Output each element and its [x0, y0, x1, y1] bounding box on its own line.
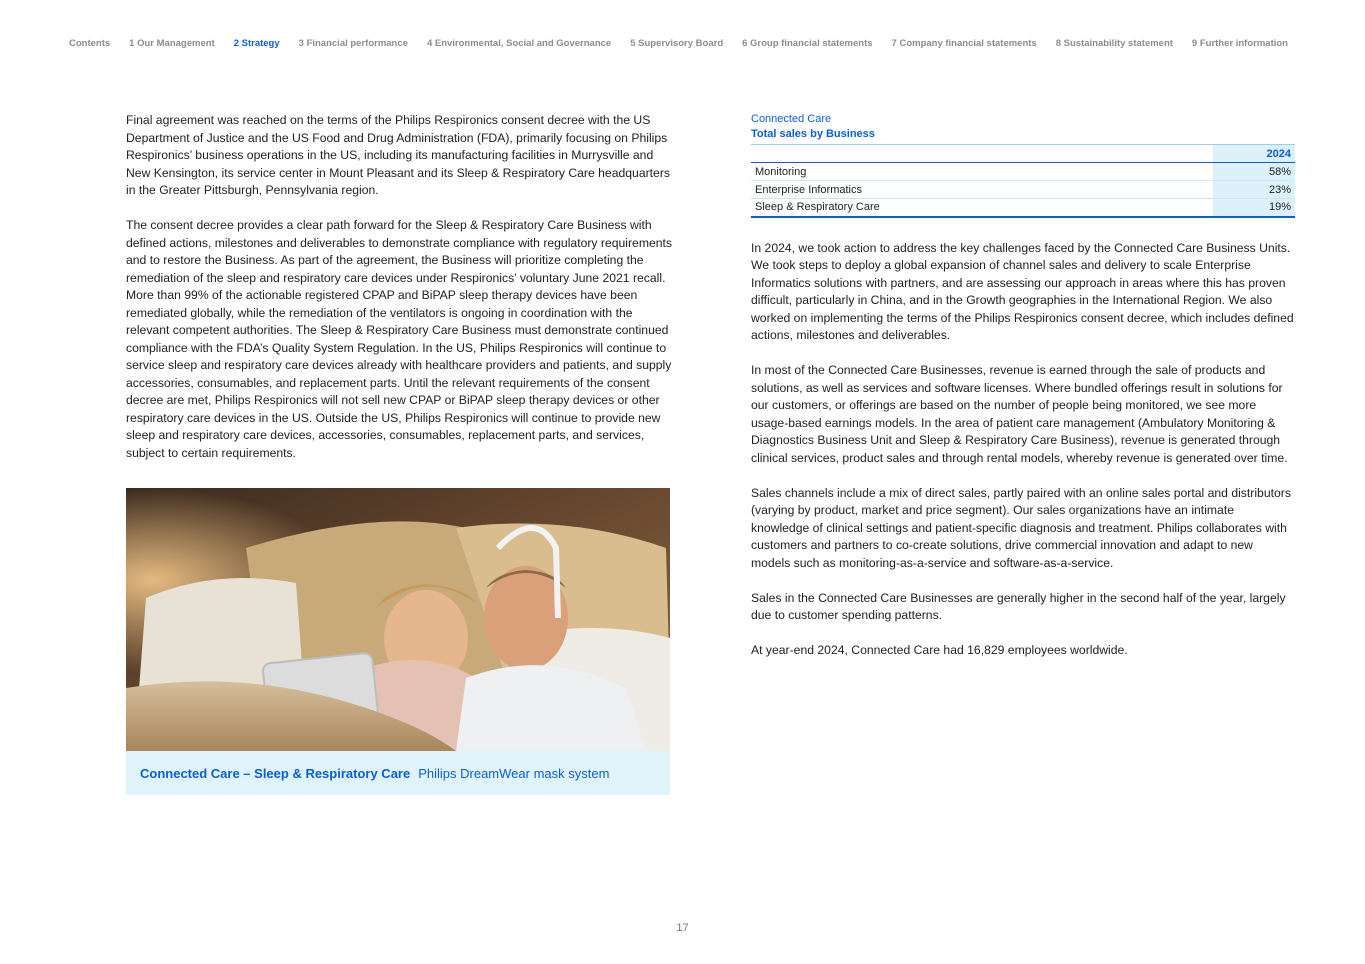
row-label: Monitoring	[751, 163, 1213, 181]
seasonality-paragraph: Sales in the Connected Care Businesses are generally higher in the second half of the year, largely due to customer spending patterns.	[751, 590, 1286, 622]
consent-decree-paragraph-1: Final agreement was reached on the terms of the Philips Respironics consent decree with the US Department of Justice and the US Food and Drug Administration (FDA), primarily focusing on Philips Respironics’ business operations in the US, including its manufacturing facilities in Murrysville and New Kensington, its service center in Mount Pleasant and its Sleep & Respiratory Care headquarters in the Greater Pittsburgh, Pennsylvania region.	[126, 113, 670, 197]
caption-title: Connected Care – Sleep & Respiratory Care	[140, 765, 411, 781]
nav-supervisory-board[interactable]: 5 Supervisory Board	[630, 38, 724, 49]
photo-caption	[126, 751, 670, 795]
table-supertitle: Connected Care	[751, 113, 832, 125]
nav-group-financial-statements[interactable]: 6 Group financial statements	[742, 38, 873, 49]
nav-contents[interactable]: Contents	[69, 38, 111, 49]
table-header-blank	[751, 145, 1213, 163]
row-value: 58%	[1213, 163, 1295, 181]
right-column	[751, 112, 1295, 677]
sales-by-business-table	[751, 144, 1295, 218]
table-row	[751, 181, 1295, 199]
table-column-header: 2024	[1213, 145, 1295, 163]
nav-esg[interactable]: 4 Environmental, Social and Governance	[426, 38, 612, 49]
top-navigation	[69, 38, 1288, 49]
row-label: Enterprise Informatics	[751, 181, 1213, 199]
nav-sustainability-statement[interactable]: 8 Sustainability statement	[1055, 38, 1173, 49]
table-row	[751, 199, 1295, 217]
employees-paragraph: At year-end 2024, Connected Care had 16,829 employees worldwide.	[751, 643, 1128, 657]
challenges-paragraph: In 2024, we took action to address the key challenges faced by the Connected Care Business Units. We took steps to deploy a global expansion of channel sales and delivery to scale Enterprise Informatics solutions with partners, and are assessing our approach in areas where this has proven difficult, particularly in China, and in the Growth geographies in the International Region. We also worked on implementing the terms of the Philips Respironics consent decree, which includes defined actions, milestones and deliverables.	[751, 240, 1294, 342]
table-header-row	[751, 145, 1295, 163]
sales-channels-paragraph: Sales channels include a mix of direct sales, partly paired with an online sales portal and distributors (varying by product, market and price segment). Our sales organizations have an intimate knowledge of clinical settings and patient-specific diagnosis and treatment. Philips collaborates with customers and partners to co-create solutions, drive commercial innovation and adapt to new models such as monitoring-as-a-service and software-as-a-service.	[751, 485, 1291, 570]
caption-text: Philips DreamWear mask system	[418, 765, 610, 781]
table-row	[751, 163, 1295, 181]
photo-card	[126, 488, 670, 795]
row-label: Sleep & Respiratory Care	[751, 199, 1213, 217]
nav-company-financial-statements[interactable]: 7 Company financial statements	[891, 38, 1037, 49]
nav-financial-performance[interactable]: 3 Financial performance	[298, 38, 408, 49]
left-column	[126, 112, 674, 480]
row-value: 19%	[1213, 199, 1295, 217]
page-number: 17	[676, 922, 689, 934]
nav-strategy[interactable]: 2 Strategy	[233, 38, 280, 49]
nav-our-management[interactable]: 1 Our Management	[129, 38, 215, 49]
consent-decree-paragraph-2: The consent decree provides a clear path forward for the Sleep & Respiratory Care Business with defined actions, milestones and deliverables to demonstrate compliance with regulatory requirements and to restore the Business. As part of the agreement, the Business will prioritize completing the remediation of the sleep and respiratory care devices under Respironics’ voluntary June 2021 recall. More than 99% of the actionable registered CPAP and BiPAP sleep therapy devices have been remediated globally, while the remediation of the ventilators is ongoing in coordination with the relevant competent authorities. The Sleep & Respiratory Care Business must demonstrate continued compliance with the FDA’s Quality System Regulation. In the US, Philips Respironics will continue to service sleep and respiratory care devices already with healthcare providers and patients, and supply accessories, consumables, and replacement parts. Until the relevant requirements of the consent decree are met, Philips Respironics will not sell new CPAP or BiPAP sleep therapy devices or other respiratory care devices in the US. Outside the US, Philips Respironics will continue to provide new sleep and respiratory care devices, accessories, consumables, replacement parts, and services, subject to certain requirements.	[126, 218, 673, 460]
nav-further-information[interactable]: 9 Further information	[1191, 38, 1288, 49]
table-title: Total sales by Business	[751, 128, 875, 140]
dreamwear-photo	[126, 488, 670, 751]
row-value: 23%	[1213, 181, 1295, 199]
revenue-paragraph: In most of the Connected Care Businesses, revenue is earned through the sale of products and solutions, as well as services and software licenses. Where bundled offerings result in solutions for our customers, or offerings are based on the number of people being monitored, we see more usage-based earnings models. In the area of patient care management (Ambulatory Monitoring & Diagnostics Business Unit and Sleep & Respiratory Care Business), revenue is generated through clinical services, product sales and through rental models, whereby revenue is generated over time.	[751, 363, 1288, 465]
